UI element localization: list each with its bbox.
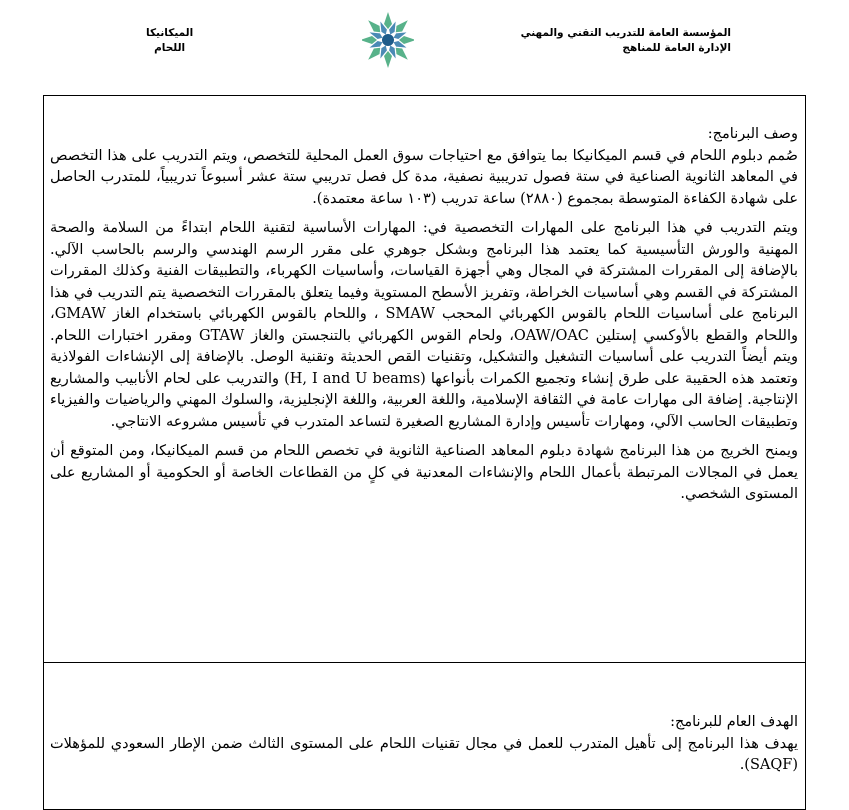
program-name: اللحام — [154, 42, 186, 54]
description-paragraph: ويمنح الخريج من هذا البرنامج شهادة دبلوم المعاهد الصناعية الثانوية في تخصص اللحام من قسم الميكانيكا، ومن المتوقع أن يعمل في المجالات المرتبطة بأعمال اللحام والإنشاءات المعدنية في كلٍ من القطاعات الخاصة أو الحكومية أو المشاريع على المستوى الشخصي. — [50, 443, 798, 502]
description-paragraph: صُمم دبلوم اللحام في قسم الميكانيكا بما يتوافق مع احتياجات سوق العمل المحلية للتخصص، ويتم التدريب على هذا التخصص في المعاهد الثانوية الصناعية في ستة فصول تدريبية نصفية، مدة كل فصل تدريبي ستة عشر أسبوعاً تدريبياً، للمتدرب الحاصل على شهادة الكفاءة المتوسطة بمجموع (٢٨٨٠) ساعة تدريب (١٠٣ ساعة معتمدة). — [50, 147, 798, 207]
section-divider — [43, 662, 806, 663]
program-goal-heading: الهدف العام للبرنامج: — [670, 714, 798, 730]
organization-line-2: الإدارة العامة للمناهج — [622, 42, 731, 54]
program-description-heading: وصف البرنامج: — [707, 126, 798, 142]
organization-name — [521, 26, 731, 56]
program-label — [146, 26, 193, 56]
description-paragraph: ويتم التدريب في هذا البرنامج على المهارات التخصصية في: المهارات الأساسية لتقنية اللحام ابتداءً من السلامة والصحة المهنية والورش التأسيسية كما يعتمد هذا البرنامج وبشكل جوهري على مقرر الرسم الهندسي والرسم بالحاسب الآلي. بالإضافة إلى المقررات المشتركة في المجال وهي أجهزة القياسات، وأساسيات الكهرباء، والتطبيقات الفنية وكذلك المقررات المشتركة في القسم وهي أساسيات الخراطة، وتفريز الأسطح المستوية وفيما يتعلق بالمقررات التخصصية يتم التدريب في هذا البرنامج على أساسيات اللحام بالقوس الكهربائي المحجب SMAW ، واللحام بالقوس الكهربائي باستخدام الغاز GMAW، واللحام والقطع بالأوكسي إستلين OAW/OAC، ولحام القوس الكهربائي بالتنجستن والغاز GTAW ومقرر اختبارات اللحام. ويتم أيضاً التدريب على أساسيات التشغيل والتشكيل، وتقنيات القص الحديثة وتقنية الوصل. بالإضافة إلى الإنشاءات الفولاذية وتعتمد هذه الحقيبة على طرق إنشاء وتجميع الكمرات بأنواعها (H, I and U beams) والتدريب على لحام الأنابيب والمشاريع الإنتاجية. إضافة الى مهارات عامة في الثقافة الإسلامية، واللغة العربية، واللغة الإنجليزية، والسلوك المهني والرياضيات والفيزياء وتطبيقات الحاسب الآلي، ومهارات تأسيس وإدارة المشاريع الصغيرة لتساعد المتدرب في تأسيس مشروعه الانتاجي. — [50, 220, 799, 430]
program-description-section — [50, 124, 798, 514]
organization-line-1: المؤسسة العامة للتدريب التقني والمهني — [520, 27, 731, 39]
page-header — [0, 0, 849, 95]
program-goal-section — [50, 712, 798, 785]
organization-logo-icon — [362, 10, 414, 70]
department-name: الميكانيكا — [146, 27, 194, 39]
goal-paragraph: يهدف هذا البرنامج إلى تأهيل المتدرب للعمل في مجال تقنيات اللحام على المستوى الثالث ضمن الإطار السعودي للمؤهلات (SAQF). — [50, 735, 798, 773]
